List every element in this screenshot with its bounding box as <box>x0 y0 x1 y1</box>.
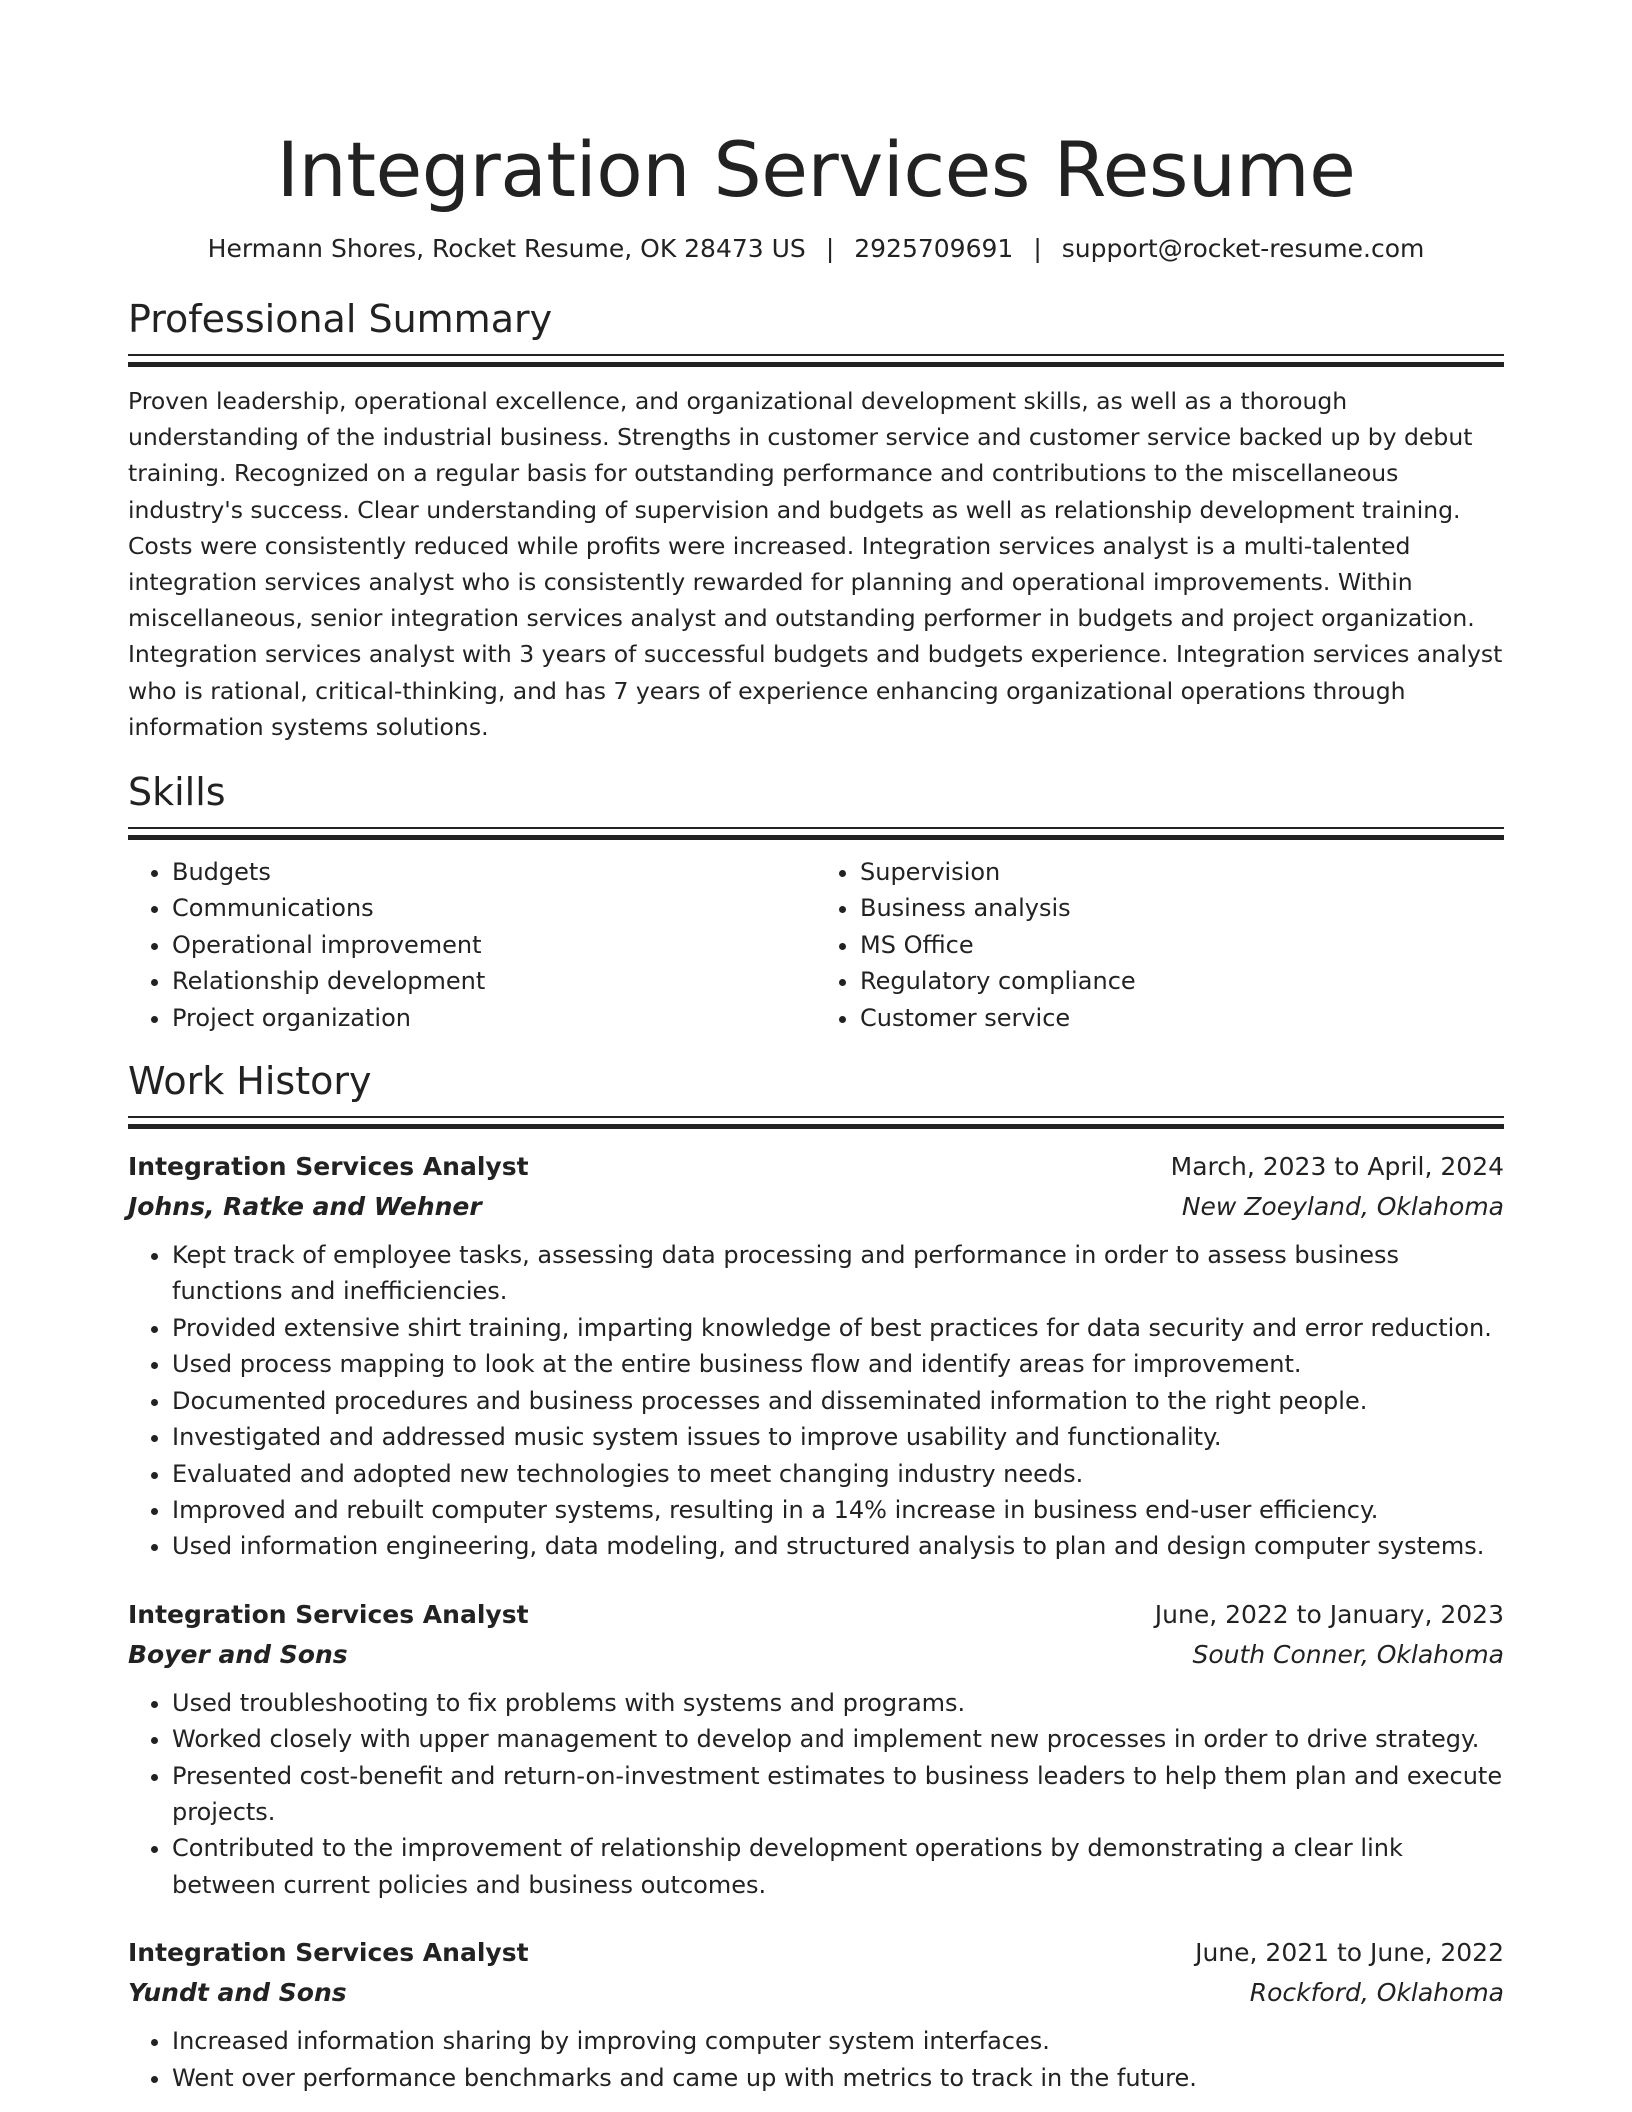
skill-item: • Operational improvement <box>172 927 816 963</box>
section-divider <box>128 354 1504 367</box>
skill-item: • Supervision <box>860 854 1504 890</box>
job-location: Rockford, Oklahoma <box>1249 1978 1504 2008</box>
skill-item: • Relationship development <box>172 963 816 999</box>
skill-item: • Project organization <box>172 1000 816 1036</box>
job-subheader <box>128 1187 1504 1227</box>
job-bullet: • Used process mapping to look at the entire business flow and identify areas for improvement. <box>172 1346 1504 1382</box>
job-title: Integration Services Analyst <box>128 1938 529 1968</box>
skills-section <box>128 769 1504 1036</box>
job-bullet: • Provided extensive shirt training, imparting knowledge of best practices for data security and error reduction. <box>172 1310 1504 1346</box>
job-subheader <box>128 1973 1504 2013</box>
work-section <box>128 1058 1504 2096</box>
job-dates: June, 2022 to January, 2023 <box>1154 1599 1504 1629</box>
job-bullet: • Contributed to the improvement of relationship development operations by demonstrating a clear link between current policies and business outcomes. <box>172 1830 1504 1903</box>
job-entry <box>128 1933 1504 2096</box>
summary-section <box>128 296 1504 745</box>
job-bullet: • Investigated and addressed music system issues to improve usability and functionality. <box>172 1419 1504 1455</box>
skills-list-right <box>816 854 1504 1036</box>
contact-line <box>128 232 1504 266</box>
skill-item: • MS Office <box>860 927 1504 963</box>
skills-columns <box>128 854 1504 1036</box>
section-divider <box>128 827 1504 840</box>
work-heading: Work History <box>128 1059 372 1104</box>
skills-list-left <box>128 854 816 1036</box>
job-bullets <box>128 2023 1504 2096</box>
job-bullets <box>128 1237 1504 1565</box>
job-entry <box>128 1595 1504 1903</box>
job-bullet: • Used information engineering, data modeling, and structured analysis to plan and design computer systems. <box>172 1528 1504 1564</box>
skill-item: • Regulatory compliance <box>860 963 1504 999</box>
job-bullet: • Documented procedures and business processes and disseminated information to the right people. <box>172 1383 1504 1419</box>
resume-page <box>128 0 1504 2096</box>
job-header <box>128 1595 1504 1635</box>
job-bullet: • Used troubleshooting to fix problems with systems and programs. <box>172 1685 1504 1721</box>
skill-item: • Business analysis <box>860 890 1504 926</box>
section-divider <box>128 1116 1504 1129</box>
job-bullets <box>128 1685 1504 1903</box>
job-bullet: • Kept track of employee tasks, assessing data processing and performance in order to assess business functions and inefficiencies. <box>172 1237 1504 1310</box>
contact-phone: 2925709691 <box>854 234 1014 263</box>
job-subheader <box>128 1635 1504 1675</box>
job-bullet: • Improved and rebuilt computer systems, resulting in a 14% increase in business end-user efficiency. <box>172 1492 1504 1528</box>
summary-heading: Professional Summary <box>128 297 553 341</box>
job-header <box>128 1933 1504 1973</box>
contact-email: support@rocket-resume.com <box>1061 234 1425 263</box>
job-bullet: • Worked closely with upper management to develop and implement new processes in order to drive strategy. <box>172 1721 1504 1757</box>
job-title: Integration Services Analyst <box>128 1599 529 1629</box>
job-entry <box>128 1147 1504 1565</box>
contact-separator: | <box>1033 234 1042 263</box>
job-company: Yundt and Sons <box>128 1978 347 2008</box>
job-dates: June, 2021 to June, 2022 <box>1195 1938 1504 1968</box>
job-bullet: • Increased information sharing by improving computer system interfaces. <box>172 2023 1504 2059</box>
job-location: New Zoeyland, Oklahoma <box>1181 1192 1504 1222</box>
job-bullet: • Evaluated and adopted new technologies to meet changing industry needs. <box>172 1456 1504 1492</box>
summary-text: Proven leadership, operational excellence, and organizational development skills, as well as a thorough understanding of the industrial business. Strengths in customer service and customer service backed up by debut training. Recognized on a regular basis for outstanding performance and contributions to the miscellaneous industry's success. Clear understanding of supervision and budgets as well as relationship development training. Costs were consistently reduced while profits were increased. Integration services analyst is a multi-talented integration services analyst who is consistently rewarded for planning and operational improvements. Within miscellaneous, senior integration services analyst and outstanding performer in budgets and project organization. Integration services analyst with 3 years of successful budgets and budgets experience. Integration services analyst who is rational, critical-thinking, and has 7 years of experience enhancing organizational operations through information systems solutions. <box>128 387 1503 741</box>
contact-address: Hermann Shores, Rocket Resume, OK 28473 US <box>207 234 806 263</box>
job-header <box>128 1147 1504 1187</box>
job-dates: March, 2023 to April, 2024 <box>1170 1152 1504 1182</box>
job-bullet: • Presented cost-benefit and return-on-investment estimates to business leaders to help them plan and execute projects. <box>172 1758 1504 1831</box>
contact-separator: | <box>825 234 835 263</box>
skill-item: • Customer service <box>860 1000 1504 1036</box>
job-company: Johns, Ratke and Wehner <box>128 1192 482 1222</box>
job-location: South Conner, Oklahoma <box>1192 1639 1504 1669</box>
job-bullet: • Went over performance benchmarks and came up with metrics to track in the future. <box>172 2060 1504 2096</box>
job-company: Boyer and Sons <box>128 1639 348 1669</box>
skill-item: • Communications <box>172 890 816 926</box>
skill-item: • Budgets <box>172 854 816 890</box>
job-title: Integration Services Analyst <box>128 1152 529 1182</box>
page-title: Integration Services Resume <box>276 125 1356 214</box>
skills-heading: Skills <box>128 770 226 815</box>
